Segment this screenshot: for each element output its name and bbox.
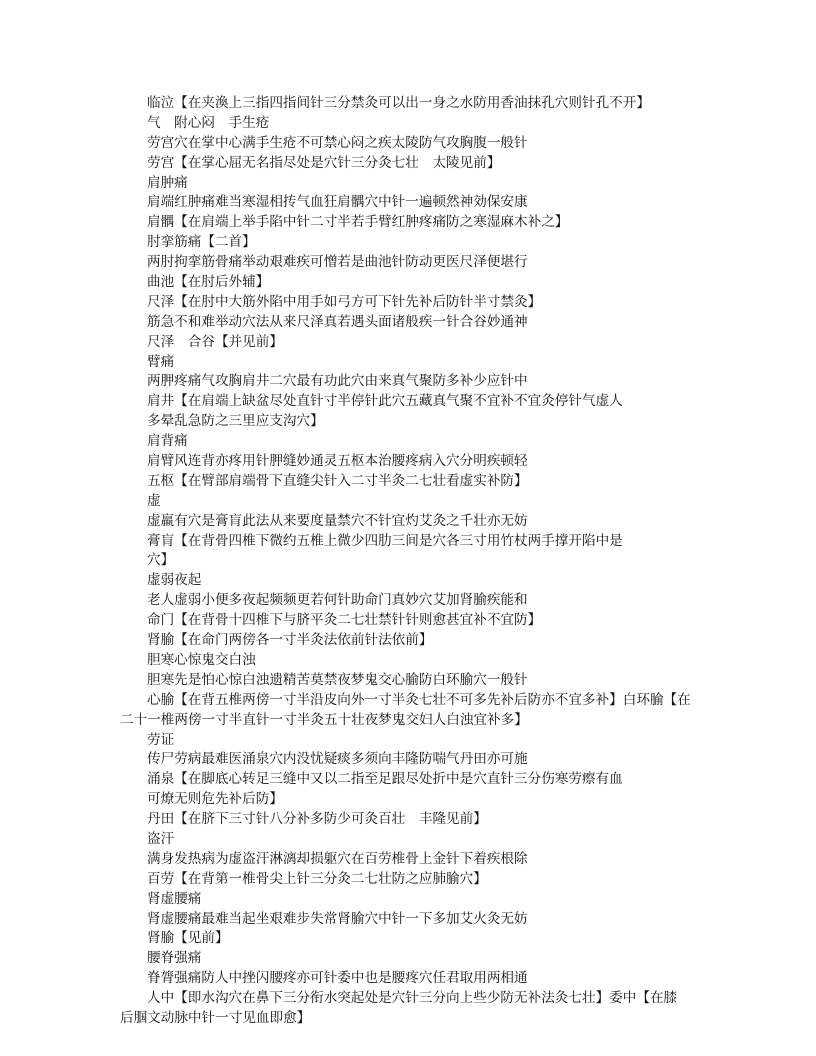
acupoint-note: 五枢【在臂部肩端骨下直缝尖针入二寸半灸二七壮看虚实补防】 (147, 472, 528, 489)
verse-line: 两肘拘挛筋骨痛举动艰难疾可憎若是曲池针防动更医尺泽便堪行 (147, 254, 528, 271)
verse-line: 肾虚腰痛最难当起坐艰难步失常肾腧穴中针一下多加艾火灸无妨 (147, 910, 528, 927)
acupoint-note-cont: 后腘文动脉中针一寸见血即愈】 (120, 1009, 311, 1026)
acupoint-note: 肩井【在肩端上缺盆尽处直针寸半停针此穴五藏真气聚不宜补不宜灸停针气虚人 (147, 393, 623, 410)
text-line: 临泣【在夹渙上三指四指间针三分禁灸可以出一身之水防用香油抹孔穴则针孔不开】 (147, 95, 650, 111)
section-heading: 劳证 (147, 731, 175, 748)
verse-line: 传尸劳病最难医涌泉穴内没忧疑痰多须向丰隆防喘气丹田亦可施 (147, 751, 528, 768)
acupoint-note: 命门【在背骨十四椎下与脐平灸二七壮禁针针则愈甚宜补不宜防】 (147, 612, 542, 629)
verse-line: 脊膂强痛防人中挫闪腰疼亦可针委中也是腰疼穴任君取用两相通 (147, 970, 528, 987)
section-heading: 腰脊强痛 (147, 950, 202, 967)
section-heading: 虚弱夜起 (147, 572, 202, 589)
acupoint-note-cont: 可燎无则危先补后防】 (147, 791, 283, 808)
acupoint-note: 尺泽【在肘中大筋外陷中用手如弓方可下针先补后防针半寸禁灸】 (147, 293, 542, 310)
verse-line: 肩臂风连背亦疼用针胛缝妙通灵五枢本治腰疼病入穴分明疾顿轻 (147, 453, 528, 470)
acupoint-note-cont: 二十一椎两傍一寸半直针一寸半灸五十壮夜梦鬼交妇人白浊宜补多】 (120, 711, 528, 728)
acupoint-note: 劳宫【在掌心屈无名指尽处是穴针三分灸七壮 太陵见前】 (147, 154, 501, 171)
section-heading: 肾虚腰痛 (147, 890, 202, 907)
section-heading: 胆寒心惊鬼交白浊 (147, 651, 256, 668)
section-heading: 虚 (147, 492, 161, 509)
verse-line: 虚羸有穴是膏肓此法从来要度量禁穴不针宜灼艾灸之千壮亦无妨 (147, 512, 528, 529)
section-heading: 盗汗 (147, 830, 175, 847)
verse-line: 满身发热病为虚盗汗淋漓却损躯穴在百劳椎骨上金针下着疾根除 (147, 850, 528, 867)
section-heading: 肘挛筋痛【二首】 (147, 234, 256, 251)
acupoint-note-cont: 多晕乱急防之三里应支沟穴】 (147, 413, 324, 430)
verse-line: 肩端红肿痛难当寒湿相抟气血狂肩髃穴中针一遍顿然神効保安康 (147, 194, 528, 211)
acupoint-note: 肾腧【见前】 (147, 930, 229, 947)
acupoint-note: 百劳【在背第一椎骨尖上针三分灸二七壮防之应肺腧穴】 (147, 870, 487, 887)
document-page (120, 94, 710, 1029)
section-heading: 气 附心闷 手生疮 (147, 114, 270, 131)
acupoint-note-cont: 穴】 (147, 552, 175, 569)
verse-line: 筋急不和难举动穴法从来尺泽真若遇头面诸般疾一针合谷妙通神 (147, 313, 528, 330)
verse-line: 老人虚弱小便多夜起频频更若何针助命门真妙穴艾加肾腧疾能和 (147, 592, 528, 609)
acupoint-note: 尺泽 合谷【并见前】 (147, 333, 283, 350)
acupoint-note: 膏肓【在背骨四椎下微约五椎上微少四肋三间是穴各三寸用竹杖两手撑开陷中是 (147, 532, 623, 549)
verse-line: 两胛疼痛气攻胸肩井二穴最有功此穴由来真气聚防多补少应针中 (147, 373, 528, 390)
section-heading: 肩背痛 (147, 433, 188, 450)
acupoint-note: 涌泉【在脚底心转足三缝中又以二指至足跟尽处折中是穴直针三分伤寒劳瘵有血 (147, 771, 623, 788)
acupoint-note: 肾腧【在命门两傍各一寸半灸法依前针法依前】 (147, 632, 433, 649)
acupoint-note: 肩髃【在肩端上举手陷中针二寸半若手臂红肿疼痛防之寒湿麻木补之】 (147, 214, 569, 231)
section-heading: 臂痛 (147, 353, 175, 370)
section-heading: 肩肿痛 (147, 174, 188, 191)
acupoint-note: 人中【即水沟穴在鼻下三分衔水突起处是穴针三分向上些少防无补法灸七壮】委中【在膝 (147, 990, 678, 1007)
verse-line: 劳宫穴在掌中心满手生疮不可禁心闷之疾太陵防气攻胸腹一般针 (147, 134, 528, 151)
acupoint-note: 心腧【在背五椎两傍一寸半沿皮向外一寸半灸七壮不可多先补后防亦不宜多补】白环腧【在 (147, 691, 691, 708)
verse-line: 胆寒先是怕心惊白浊遗精苦莫禁夜梦鬼交心腧防白环腧穴一般针 (147, 671, 528, 688)
acupoint-note: 曲池【在肘后外辅】 (147, 274, 270, 291)
acupoint-note: 丹田【在脐下三寸针八分补多防少可灸百壮 丰隆见前】 (147, 811, 487, 828)
